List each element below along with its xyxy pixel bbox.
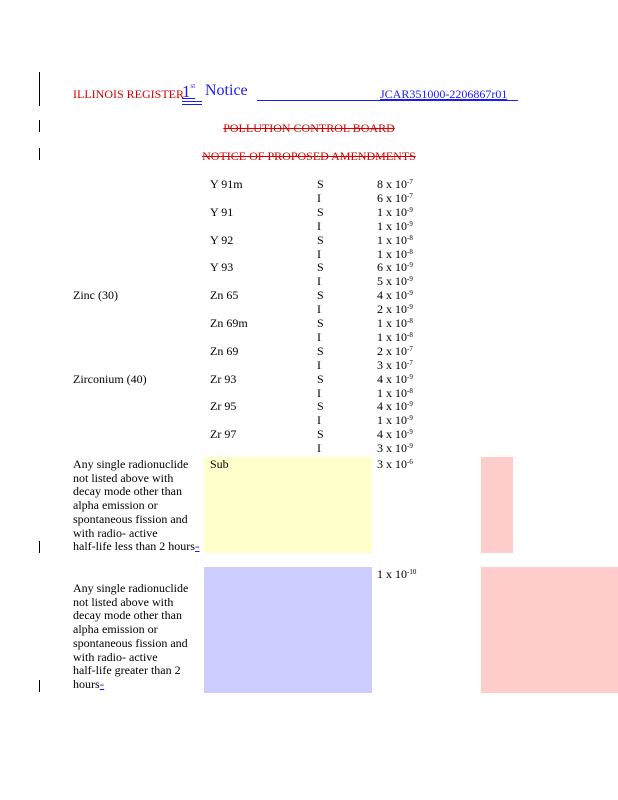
lung-class: S — [317, 343, 324, 358]
limit-mantissa: 1 x 10 — [377, 218, 407, 233]
limit-exponent: -8 — [407, 317, 413, 325]
limit-mantissa: 3 x 10 — [377, 357, 407, 372]
change-bar — [39, 541, 40, 553]
limit-value — [377, 428, 413, 441]
limit-value — [377, 345, 413, 358]
limit-exponent: -9 — [407, 219, 413, 228]
desc-line: with radio- active — [73, 649, 158, 664]
limit-mantissa: 4 x 10 — [377, 371, 407, 386]
limit-mantissa: 2 x 10 — [377, 302, 407, 317]
lung-class: I — [317, 302, 321, 317]
limit-exponent: -9 — [407, 205, 413, 214]
limit-mantissa: 1 x 10 — [377, 246, 407, 261]
limit-mantissa: 1 x 10 — [377, 316, 407, 330]
limit-exponent: -9 — [407, 414, 413, 423]
lung-class: S — [317, 260, 324, 275]
limit-mantissa: 8 x 10 — [377, 177, 407, 191]
desc-line: spontaneous fission and — [73, 511, 188, 526]
limit-exponent: -9 — [407, 261, 413, 270]
nuclide-name: Zn 69m — [210, 316, 248, 330]
limit-exponent: -9 — [407, 428, 413, 437]
limit-mantissa: 2 x 10 — [377, 343, 407, 358]
nuclide-name: Zn 69 — [210, 343, 239, 358]
limit-value — [377, 359, 413, 372]
limit-value — [377, 275, 413, 288]
desc-line: with radio- active — [73, 525, 158, 540]
limit-exponent: -7 — [407, 344, 413, 353]
limit-mantissa: 1 x 10 — [377, 567, 407, 581]
limit-value — [377, 234, 413, 247]
lung-class: I — [317, 218, 321, 233]
desc-line: not listed above with — [73, 594, 174, 609]
issue-number-value: 1 — [182, 82, 191, 101]
desc-line: spontaneous fission and — [73, 635, 188, 650]
limit-value — [377, 248, 413, 261]
limit-mantissa: 6 x 10 — [377, 190, 407, 205]
limit-value — [377, 400, 413, 413]
limit-value — [377, 192, 413, 205]
lung-class: I — [317, 441, 321, 456]
lung-class: S — [317, 232, 324, 247]
element-name: Zirconium (40) — [73, 371, 147, 386]
desc-line: decay mode other than — [73, 484, 182, 499]
nuclide-name: Y 91m — [210, 177, 243, 191]
lung-class: I — [317, 413, 321, 428]
change-bar — [39, 680, 40, 692]
limit-value — [377, 178, 413, 191]
nuclide-name: Y 92 — [210, 232, 234, 247]
lung-class: I — [317, 274, 321, 289]
highlight-pink — [481, 567, 618, 693]
register-title: ILLINOIS REGISTER — [73, 87, 184, 101]
nuclide-name: Zn 65 — [210, 288, 239, 303]
limit-exponent: -9 — [407, 303, 413, 312]
limit-mantissa: 1 x 10 — [377, 329, 407, 344]
nuclide-name: Y 93 — [210, 260, 234, 275]
highlight-yellow — [204, 457, 372, 553]
limit-value — [377, 317, 413, 330]
limit-value — [377, 289, 413, 302]
desc-line: Any single radionuclide — [73, 457, 189, 471]
limit-exponent: -9 — [407, 372, 413, 381]
limit-mantissa: 1 x 10 — [377, 385, 407, 400]
sub-marker: Sub — [210, 457, 229, 471]
limit-mantissa: 1 x 10 — [377, 204, 407, 219]
lung-class: I — [317, 329, 321, 344]
limit-value — [377, 387, 413, 400]
limit-mantissa: 3 x 10 — [377, 457, 407, 471]
lung-class: I — [317, 246, 321, 261]
lung-class: S — [317, 177, 324, 191]
limit-value — [377, 373, 413, 386]
desc-line-text: hours — [73, 676, 100, 691]
limit-value — [377, 458, 413, 471]
limit-exponent: -9 — [407, 289, 413, 298]
nuclide-name: Zr 95 — [210, 399, 237, 414]
limit-exponent: -8 — [407, 386, 413, 395]
limit-exponent: -7 — [407, 191, 413, 200]
desc-line-text: half-life less than 2 hours — [73, 539, 195, 554]
element-name: Zinc (30) — [73, 288, 118, 303]
nuclide-name: Zr 93 — [210, 371, 237, 386]
lung-class: S — [317, 427, 324, 442]
limit-exponent: -9 — [407, 400, 413, 409]
limit-mantissa: 4 x 10 — [377, 399, 407, 414]
limit-exponent: -6 — [407, 458, 413, 466]
desc-line — [73, 540, 203, 555]
limit-value — [377, 414, 413, 427]
limit-mantissa: 3 x 10 — [377, 441, 407, 456]
limit-value — [377, 442, 413, 455]
insertion-mark: = — [194, 543, 200, 553]
change-bar — [39, 72, 40, 106]
lung-class: I — [317, 357, 321, 372]
desc-line: not listed above with — [73, 470, 174, 485]
limit-mantissa: 5 x 10 — [377, 274, 407, 289]
limit-mantissa: 1 x 10 — [377, 413, 407, 428]
issue-superscript: st — [190, 82, 196, 90]
insertion-mark: = — [99, 680, 105, 690]
agency-name: POLLUTION CONTROL BOARD — [223, 121, 395, 135]
lung-class: S — [317, 316, 324, 330]
any-single-long-description — [73, 582, 203, 693]
limit-mantissa: 4 x 10 — [377, 288, 407, 303]
limit-exponent: -8 — [407, 233, 413, 242]
desc-line: alpha emission or — [73, 498, 158, 513]
header-double-underline — [182, 101, 202, 105]
limit-exponent: -9 — [407, 442, 413, 451]
highlight-lavender — [204, 567, 372, 693]
any-single-short-description — [73, 458, 203, 555]
limit-exponent: -7 — [407, 178, 413, 186]
limit-exponent: -8 — [407, 247, 413, 256]
desc-line: Any single radionuclide — [73, 581, 189, 595]
highlight-pink — [481, 457, 513, 553]
nuclide-name: Zr 97 — [210, 427, 237, 442]
limit-value — [377, 220, 413, 233]
desc-line: decay mode other than — [73, 608, 182, 623]
lung-class: S — [317, 399, 324, 414]
lung-class: I — [317, 190, 321, 205]
lung-class: S — [317, 204, 324, 219]
limit-exponent: -7 — [407, 358, 413, 367]
limit-value — [377, 206, 413, 219]
limit-value — [377, 303, 413, 316]
issue-number — [182, 82, 195, 102]
lung-class: S — [317, 371, 324, 386]
limit-mantissa: 6 x 10 — [377, 260, 407, 275]
notice-title: NOTICE OF PROPOSED AMENDMENTS — [202, 149, 416, 163]
limit-exponent: -8 — [407, 330, 413, 339]
limit-exponent: -9 — [407, 275, 413, 284]
lung-class: S — [317, 288, 324, 303]
limit-value — [377, 261, 413, 274]
limit-value — [377, 331, 413, 344]
nuclide-name: Y 91 — [210, 204, 234, 219]
limit-exponent: -10 — [407, 568, 417, 576]
jcar-code: JCAR351000-2206867r01 — [380, 87, 508, 101]
desc-line — [73, 678, 203, 693]
lung-class: I — [317, 385, 321, 400]
limit-mantissa: 4 x 10 — [377, 427, 407, 442]
desc-line: alpha emission or — [73, 622, 158, 637]
notice-label: Notice — [205, 82, 248, 99]
limit-value — [377, 568, 416, 581]
desc-line: half-life greater than 2 — [73, 663, 181, 678]
limit-mantissa: 1 x 10 — [377, 232, 407, 247]
